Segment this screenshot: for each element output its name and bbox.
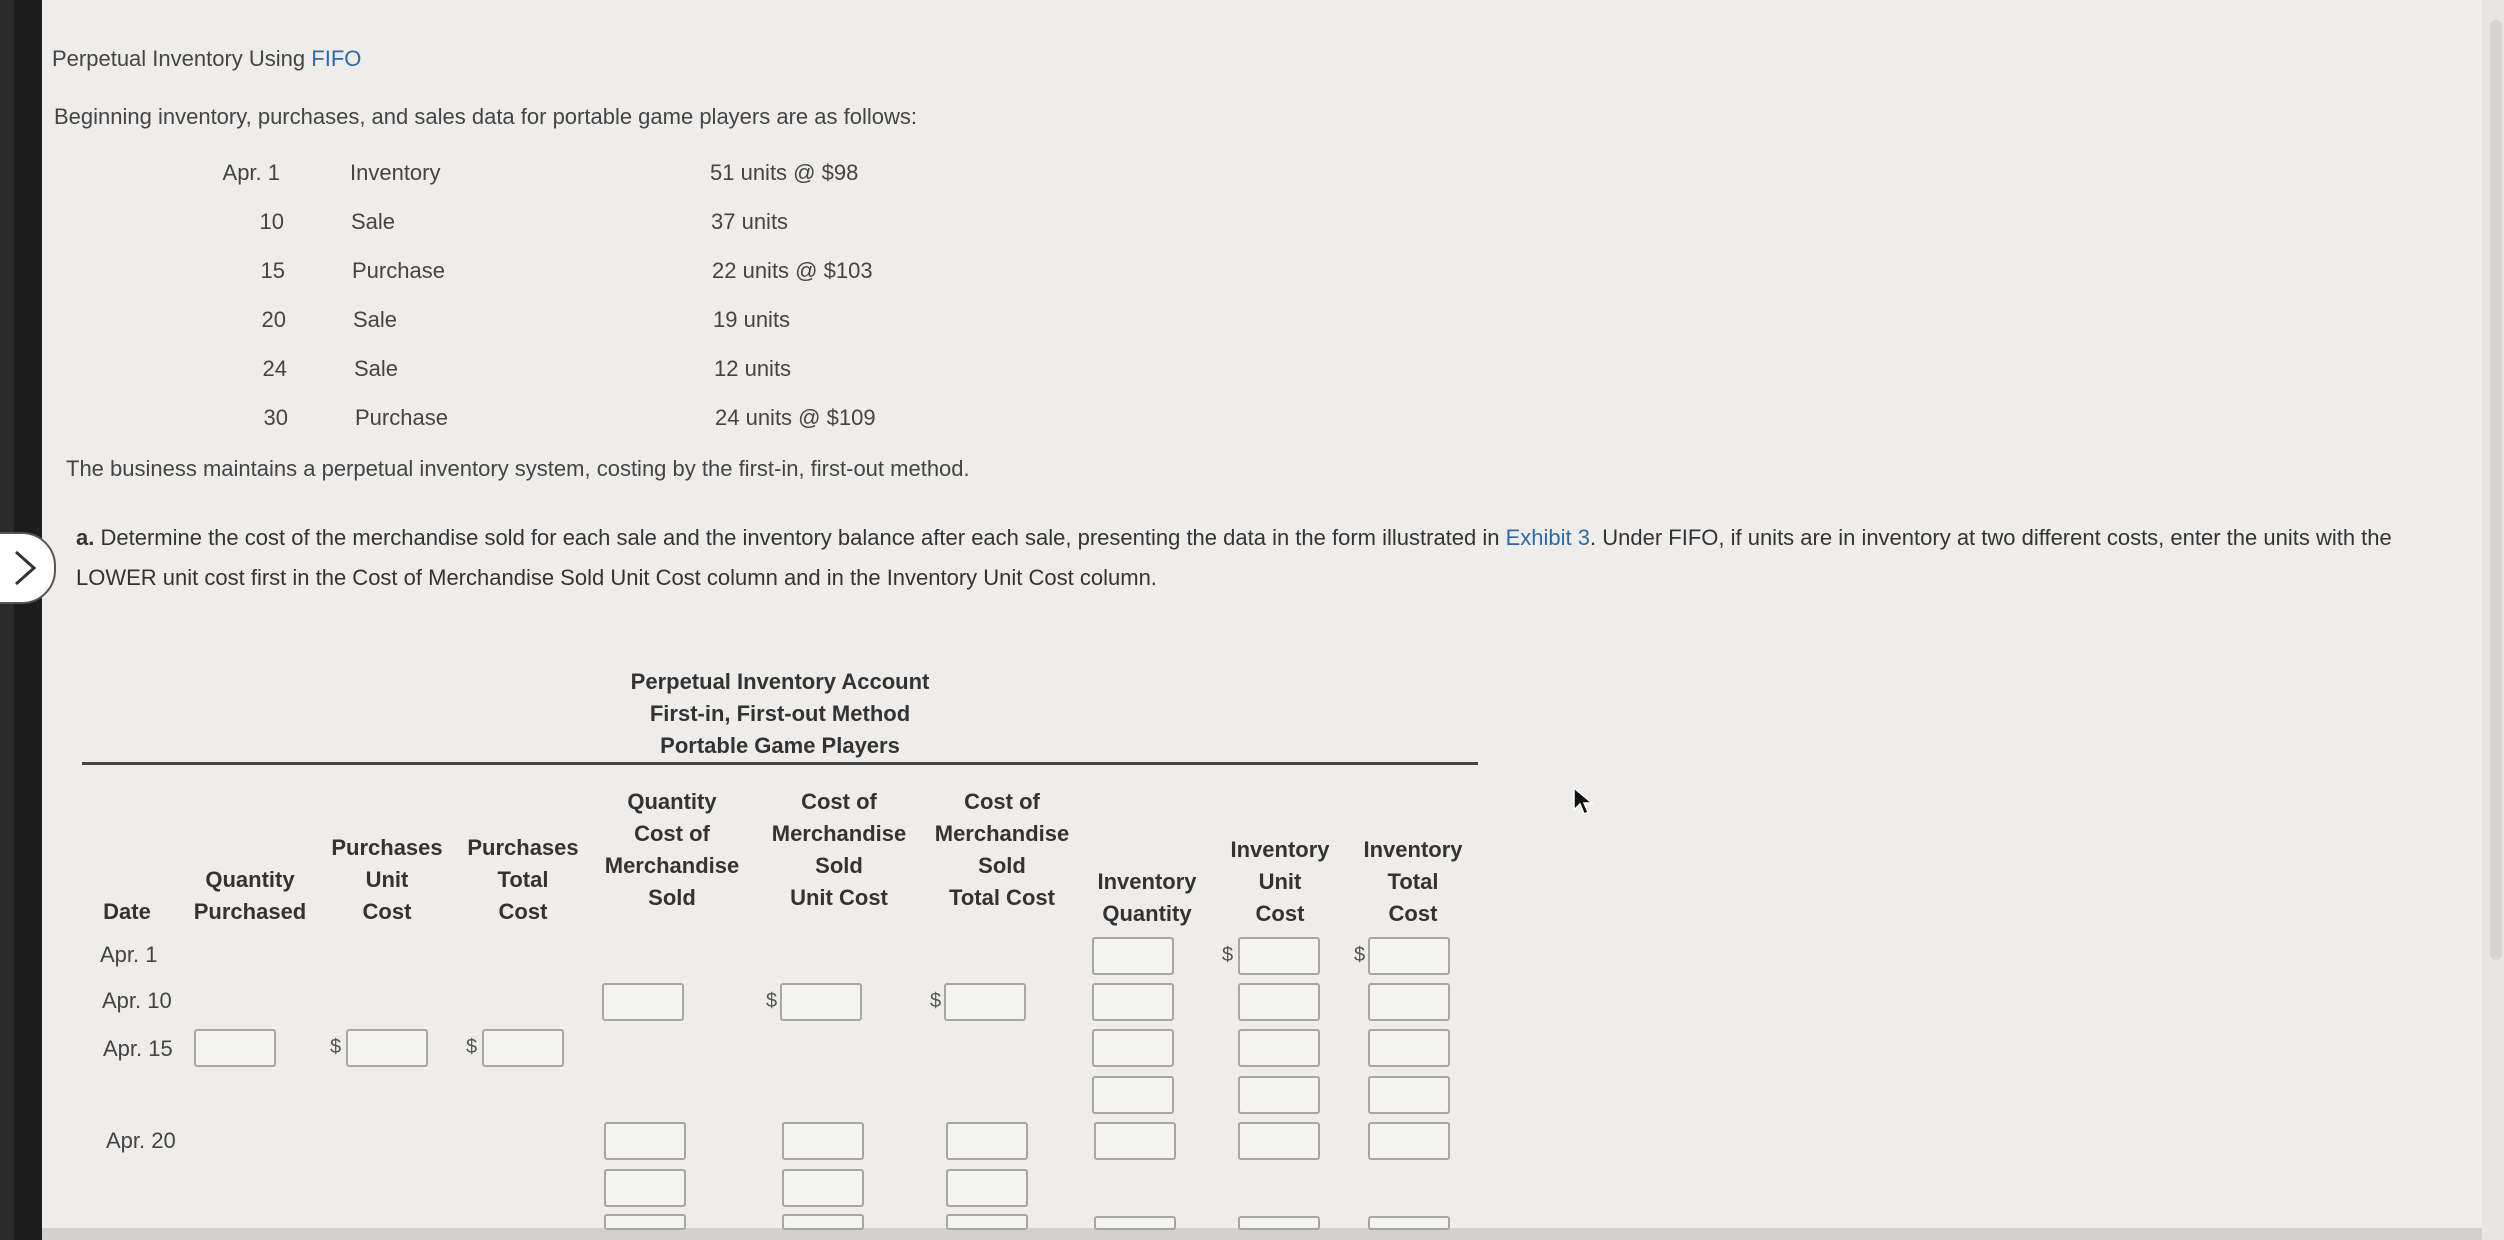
table-title: Perpetual Inventory Account First-in, First-out Method Portable Game Players <box>630 669 930 758</box>
col-header-inventory-unit-cost: Inventory Unit Cost <box>1230 837 1330 926</box>
transaction-type: Sale <box>351 209 396 234</box>
intro-text: Beginning inventory, purchases, and sales data for portable game players are as follows: <box>54 104 917 129</box>
inventory-unit-cost-input[interactable] <box>1238 1216 1320 1230</box>
row-label-apr10: Apr. 10 <box>102 988 172 1013</box>
col-header-inventory-quantity: Inventory Quantity <box>1097 869 1197 926</box>
row-label-apr20: Apr. 20 <box>106 1128 176 1153</box>
transaction-detail: 12 units <box>714 356 792 381</box>
cms-total-cost-input[interactable] <box>944 983 1026 1021</box>
transaction-detail: 24 units @ $109 <box>715 405 876 430</box>
col-header-quantity-purchased: Quantity Purchased <box>193 867 307 924</box>
cms-unit-cost-input[interactable] <box>780 983 862 1021</box>
cms-total-cost-input[interactable] <box>946 1214 1028 1230</box>
quantity-purchased-input[interactable] <box>194 1029 276 1067</box>
dollar-sign: $ <box>766 990 778 1012</box>
inventory-total-cost-input[interactable] <box>1368 983 1450 1021</box>
transaction-type: Sale <box>354 356 399 381</box>
inventory-total-cost-input[interactable] <box>1368 1216 1450 1230</box>
inventory-total-cost-input[interactable] <box>1368 937 1450 975</box>
col-header-inventory-total-cost: Inventory Total Cost <box>1363 837 1463 926</box>
transaction-date: 20 <box>261 307 286 332</box>
transaction-detail: 37 units <box>711 209 789 234</box>
instruction-text: a. Determine the cost of the merchandise sold for each sale and the inventory balance after each sale, presenting the data in the form illustrated in Exhibit 3. Under FIFO, if units are in inventory at two different costs, enter the units with the LOWER unit cost first in the Cost of Merchandise Sold Unit Cost column and in the Inventory Unit Cost column. <box>76 525 2392 590</box>
inventory-unit-cost-input[interactable] <box>1238 1122 1320 1160</box>
inventory-unit-cost-input[interactable] <box>1238 983 1320 1021</box>
transaction-date: 24 <box>262 356 287 381</box>
inventory-quantity-input[interactable] <box>1092 983 1174 1021</box>
mouse-cursor-icon <box>1572 786 1594 821</box>
dollar-sign: $ <box>1354 944 1366 966</box>
transaction-date: 10 <box>259 209 284 234</box>
cms-total-cost-input[interactable] <box>946 1122 1028 1160</box>
dollar-sign: $ <box>930 990 942 1012</box>
dollar-sign: $ <box>1222 944 1234 966</box>
cms-unit-cost-input[interactable] <box>782 1169 864 1207</box>
inventory-quantity-input[interactable] <box>1094 1216 1176 1230</box>
inventory-total-cost-input[interactable] <box>1368 1076 1450 1114</box>
col-header-purchases-total-cost: Purchases Total Cost <box>467 835 579 924</box>
system-note: The business maintains a perpetual inventory system, costing by the first-in, first-out method. <box>66 456 970 481</box>
inventory-unit-cost-input[interactable] <box>1238 937 1320 975</box>
col-header-date: Date <box>103 899 151 924</box>
inventory-quantity-input[interactable] <box>1094 1122 1176 1160</box>
row-label-apr15: Apr. 15 <box>103 1036 173 1061</box>
col-header-purchases-unit-cost: Purchases Unit Cost <box>331 835 443 924</box>
transaction-date: Apr. 1 <box>222 160 280 185</box>
problem-title: Perpetual Inventory Using FIFO <box>52 46 362 71</box>
transaction-type: Purchase <box>352 258 445 283</box>
left-sidebar <box>0 0 42 1240</box>
transaction-detail: 51 units @ $98 <box>710 160 859 185</box>
transaction-type: Sale <box>353 307 398 332</box>
col-header-cms-unit-cost: Cost of Merchandise Sold Unit Cost <box>771 789 907 910</box>
col-header-cms-total-cost: Cost of Merchandise Sold Total Cost <box>934 789 1070 910</box>
transaction-type: Purchase <box>355 405 448 430</box>
qty-cost-of-merchandise-sold-input[interactable] <box>604 1169 686 1207</box>
inventory-total-cost-input[interactable] <box>1368 1122 1450 1160</box>
transaction-date: 30 <box>263 405 288 430</box>
part-label: a. <box>76 525 95 550</box>
inventory-quantity-input[interactable] <box>1092 937 1174 975</box>
inventory-quantity-input[interactable] <box>1092 1029 1174 1067</box>
chevron-right-icon <box>12 548 40 588</box>
inventory-total-cost-input[interactable] <box>1368 1029 1450 1067</box>
col-header-qty-cost-of-merchandise-sold: Quantity Cost of Merchandise Sold <box>604 789 740 910</box>
inventory-unit-cost-input[interactable] <box>1238 1029 1320 1067</box>
qty-cost-of-merchandise-sold-input[interactable] <box>602 983 684 1021</box>
row-label-apr1: Apr. 1 <box>100 942 158 967</box>
purchases-unit-cost-input[interactable] <box>346 1029 428 1067</box>
scrollbar[interactable] <box>2490 20 2502 960</box>
dollar-sign: $ <box>330 1036 342 1058</box>
inventory-quantity-input[interactable] <box>1092 1076 1174 1114</box>
qty-cost-of-merchandise-sold-input[interactable] <box>604 1214 686 1230</box>
transaction-detail: 22 units @ $103 <box>712 258 873 283</box>
inventory-unit-cost-input[interactable] <box>1238 1076 1320 1114</box>
qty-cost-of-merchandise-sold-input[interactable] <box>604 1122 686 1160</box>
transaction-type: Inventory <box>350 160 441 185</box>
left-sidebar-strip <box>14 0 42 1240</box>
cms-total-cost-input[interactable] <box>946 1169 1028 1207</box>
cms-unit-cost-input[interactable] <box>782 1122 864 1160</box>
dollar-sign: $ <box>466 1036 478 1058</box>
table-rule <box>82 762 1478 765</box>
purchases-total-cost-input[interactable] <box>482 1029 564 1067</box>
cms-unit-cost-input[interactable] <box>782 1214 864 1230</box>
exhibit-link[interactable]: Exhibit 3 <box>1505 525 1591 550</box>
transaction-date: 15 <box>260 258 285 283</box>
fifo-link[interactable]: FIFO <box>311 46 362 71</box>
transaction-detail: 19 units <box>713 307 791 332</box>
